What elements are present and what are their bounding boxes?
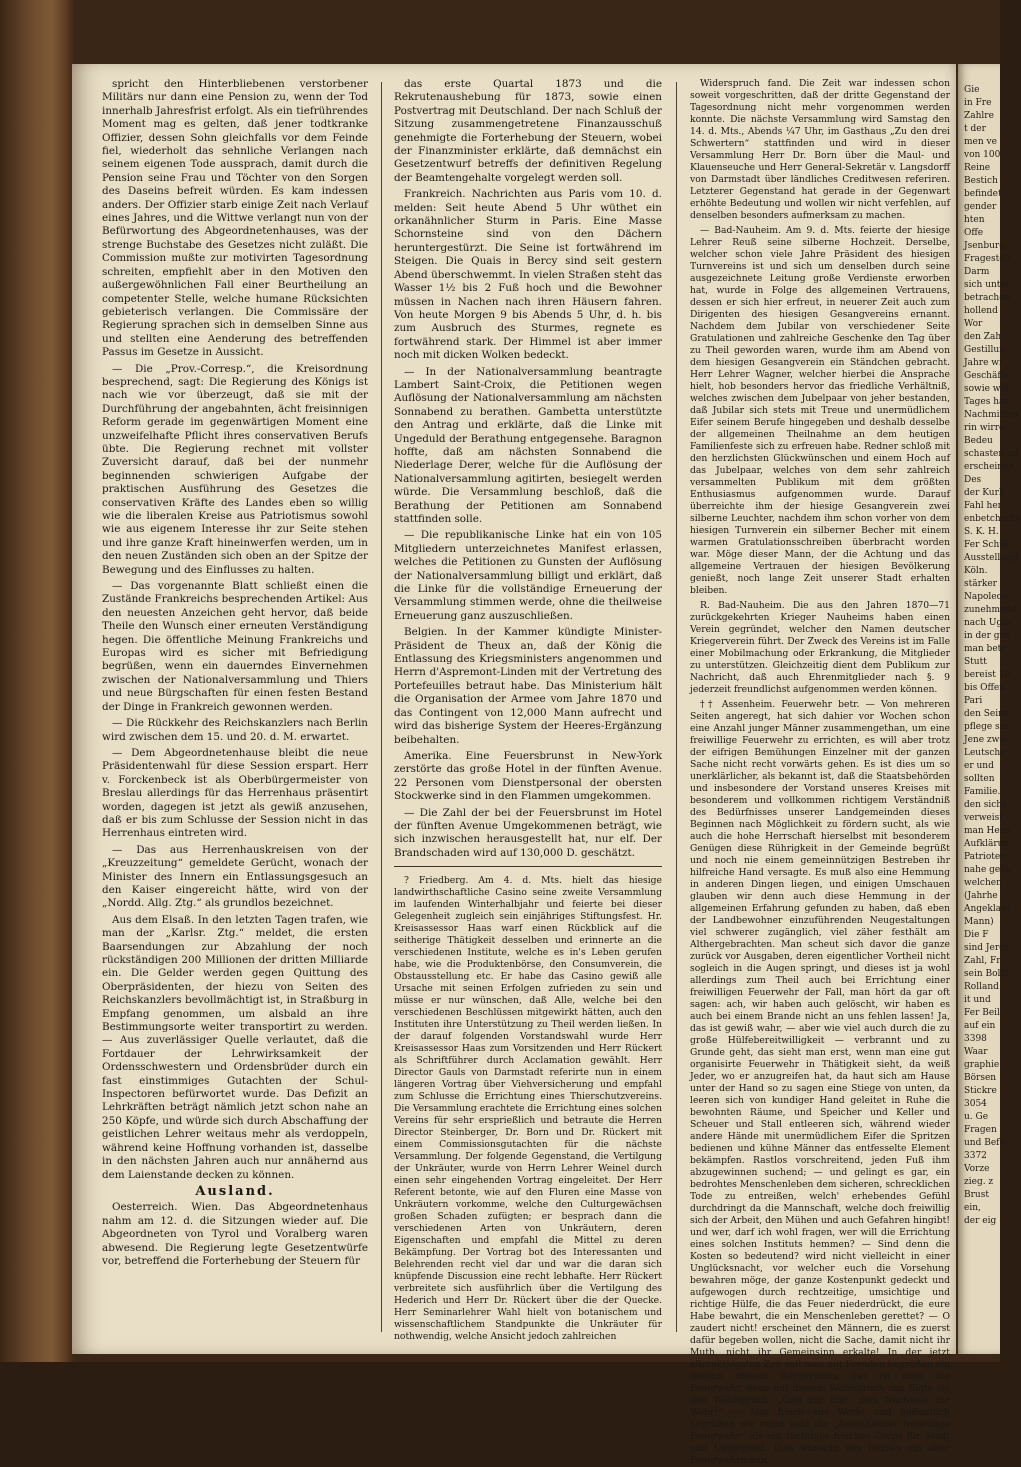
adjacent-page-text: Gie in Fre Zahlre t der men ve von 100 Reine Bestich befindet gender hten Offe Jsenburg Fragestell Darm sich unter betrachen hollend Wor den Zah Gestillun Jahre wi Geschäfte sowie wel Tages hat Nachmittag rin wirre Bedeu schasten zu erscheinen Des der Kurh Fahl her enbetchnete S. K. H. Fer Schul Ausstellung Köln. stärker Napoleon zunehmend nach Uglis in der gro man betr Stutt bereist 10. bis Offen Pari den Seine pflege sur Jene zwei Leutsche er und sollten Familie. den sichs verweist man Hern Aufklärun Patrioten nahe gehe welchen (Jahrhe Angeklagt Mann) Die F sind Jeres Zahl, Fr sein Bolkl Rolland it und Fer Beil auf ein 3398 Waar graphie Börsen Stickre 3054 u. Ge Fragen und Befe 3372 Vorze zieg. z Brust ein, der eig	[964, 85, 1021, 1226]
paragraph-france: Frankreich. Nachrichten aus Paris vom 10. d. melden: Seit heute Abend 5 Uhr wüthet ein orkanähnlicher Sturm in Paris. Eine Masse Schornsteine sind von den Dächern heruntergestürzt. Die Seine ist fortwährend im Steigen. Die Quais in Bercy sind seit gestern Abend überschwemmt. In vielen Straßen steht das Wasser 1½ bis 2 Fuß hoch und die Bewohner müssen in Nachen nach ihren Häusern fahren. Von heute Morgen 9 bis Abends 5 Uhr, d. h. bis zum Ausbruch des Sturmes, regnete es fortwährend stark. Der Himmel ist aber immer noch mit dicken Wolken bedeckt.	[394, 188, 662, 362]
newspaper-page	[72, 64, 956, 1466]
paragraph: das erste Quartal 1873 und die Rekrutenaushebung für 1873, sowie einen Postvertrag mit Deutschland. Der nach Schluß der Sitzung zusammengetretene Finanzausschuß genehmigte die Forterhebung der Steuern, wobei der Finanzminister erklärte, daß demnächst ein Gesetzentwurf betreffs der definitiven Regelung der Beamtengehalte vorgelegt werden soll.	[394, 78, 662, 184]
paragraph-assenheim: †† Assenheim. Feuerwehr betr. — Von mehreren Seiten angeregt, hat sich dahier vor Wochen schon eine Anzahl junger Männer zusammengethan, um eine freiwillige Feuerwehr zu errichten, es will aber trotz der eifrigen Bemühungen Einzelner mit der ganzen Sache nicht recht vorwärts gehen. Es ist dies um so unerklärlicher, als bekannt ist, daß die Staatsbehörden und insbesondere der Vorstand unseres Kreises mit besonderem und vollkommen richtigem Verständniß des Bedürfnisses unserer Landgemeinden dieses Beginnen nach Möglichkeit zu fördern sucht, als wie auch die hohe Herrschaft hierselbst mit besonderem Genügen diese Rührigkeit in der Gemeinde begrüßt und noch nie einem gemeinnützigen Bestreben ihr hilfreiche Hand versagte. Es muß also eine Hemmung in anderen Dingen liegen, und einigen Umschauen glauben wir denn auch diese Hemmung in der allgemeinen Erfahrung gefunden zu haben, daß eben der Landbewohner einzuführenden Neugestaltungen viel schwerer zugänglich, viel zäher festhält am Althergebrachten. Man scheut sich davor die ganze zurück vor Ausgaben, deren eigentlicher Vortheil nicht sogleich in die Augen springt, und dieses ist ja wohl allerdings zum Theil auch bei Errichtung einer freiwilligen Feuerwehr der Fall, man hört da gar oft sagen: ach, wir haben auch gelöscht, wir haben es auch bei einem Brande nicht an uns fehlen lassen! Ja, das ist gewiß wahr, — aber wie viel auch durch die zu große Hülfebereitwilligkeit — verbrannt und zu Grunde geht, das sieht man erst, wenn man eine gut organisirte Feuerwehr in Thätigkeit sieht, da weiß Jeder, wo er anzugreifen hat, da haut sich am Hause unter der Hand so zu sagen eine Stiege von unten, da leeren sich von kundiger Hand geleitet in Ruhe die bewohnten Räume, und Speicher und Keller und Scheuer und Stall entleeren sich, während wieder andere Hände mit unermüdlichem Eifer die Spritzen bedienen und kühne Männer das entfesselte Element bekämpfen. Rastlos vorschreitend, jeden Fuß ihm abzugewinnen suchend; — und gelingt es gar, ein bedrohtes Menschenleben dem sicheren, schrecklichen Tode zu entreißen, welch' erhebendes Gefühl durchdringt da die Mannschaft, welche doch freiwillig sich der Arbeit, den Mühen und auch Gefahren hingibt! und wer, darf ich wohl fragen, wer will die Errichtung eines solchen Instituts hemmen? — Sind denn die Kosten so bedeutend? wird nicht vielleicht in einer Unglücksnacht, vor welcher euch die Vorsehung bewahren möge, der ganze Kostenpunkt gedeckt und aufgewogen durch rechtzeitige, umsichtige und richtige Hülfe, die das Feuer niederdrückt, die eure Habe bewahrt, die ein Menschenleben gerettet? — O zaudert nicht! erscheinet den Männern, die es zuerst dafür begeben wollen, nicht die Sache, damit nicht ihr Muth, nicht ihr Gemeinsinn erkalte! In der jetzt allernöthigsten Zeit soll man mit Freuden begrüßen ein Institut diesem Bürgersinns, das ist doch die Feuerwehr, denn mit diesem Wahlspruch uns fügte sie den Wahlspruch: „Gott zur Ehr', dem Nächsten zur Wehr!“ — Also frisch ans Werk! und hoffentlich begrüßen wir recht bald die „Assenheimer freiwillige Feuerwehr“ als ein tüchtiges frisches Corps für Stadt und Umgegend. Dies wünscht von Herzen ein alter Feuerwehrmann.	[690, 699, 950, 1466]
paragraph: — Dem Abgeordnetenhause bleibt die neue Präsidentenwahl für diese Session erspart. Herr v. Forckenbeck ist als Oberbürgermeister von Breslau allerdings für das Herrenhaus präsentirt worden, dagegen ist jetzt als gewiß anzusehen, daß er bis zum Schlusse der Session nicht in das Herrenhaus eintreten wird.	[102, 746, 368, 840]
section-divider	[394, 866, 662, 867]
section-title: Ausland.	[195, 1183, 275, 1199]
paragraph-america: Amerika. Eine Feuersbrunst in New-York zerstörte das große Hotel in der fünften Avenue. 22 Personen vom Dienstpersonal der obersten Stockwerke sind in den Flammen umgekommen.	[394, 749, 662, 803]
paragraph: — Die „Prov.-Corresp.“, die Kreisordnung besprechend, sagt: Die Regierung des Königs ist nach wie vor überzeugt, daß sie mit der Durchführung der angebahnten, ächt freisinnigen Reform gerade im gegenwärtigen Moment eine unzweifelhafte Pflicht ihres conservativen Berufs übte. Die Regierung rechnet mit vollster Zuversicht darauf, daß bei der nunmehr beginnenden schwierigen Aufgabe der praktischen Ausführung des Gesetzes die conservativen Kräfte des Landes eben so willig wie die liberalen Kreise aus Patriotismus sowohl wie aus eigenem Interesse ihr zur Seite stehen und ihre ganze Kraft hineinwerfen werden, um in den neuen Zuständen sich oben an der Spitze der Bewegung und des Einflusses zu halten.	[102, 362, 368, 576]
paragraph: Widerspruch fand. Die Zeit war indessen schon soweit vorgeschritten, daß der dritte Gegenstand der Tagesordnung nicht mehr vorgenommen werden konnte. Die nächste Versammlung wird Samstag den 14. d. Mts., Abends ¼7 Uhr, im Gasthaus „Zu den drei Schwertern“ stattfinden und wird in dieser Versammlung Herr Dr. Born über die Maul- und Klauenseuche und Herr General-Sekretär v. Langsdorff von Darmstadt über ländliches Creditwesen referiren. Letzterer Gegenstand hat gerade in der Gegenwart erhöhte Bedeutung und wollen wir nicht verfehlen, auf denselben besonders aufmerksam zu machen.	[690, 78, 950, 221]
adjacent-page-edge	[958, 64, 1021, 1354]
paragraph: Aus dem Elsaß. In den letzten Tagen trafen, wie man der „Karlsr. Ztg.“ meldet, die ersten Baarsendungen zur Abzahlung der noch rückständigen 200 Millionen der dritten Milliarde ein. Die Gelder werden gegen Quittung des Oberpräsidenten, der hiezu von Seiten des Reichskanzlers bevollmächtigt ist, in Straßburg in Empfang genommen, um alsbald an ihre Bestimmungsorte weiter transportirt zu werden. — Aus zuverlässiger Quelle verlautet, daß die Fortdauer der Lehrwirksamkeit der Ordensschwestern und Ordensbrüder durch ein fast einstimmiges Gutachten der Schul-Inspectoren befürwortet wurde. Das Defizit an Lehrkräften beträgt nämlich jetzt schon nahe an 250 Köpfe, und würde sich durch Abschaffung der geistlichen Lehrer weitaus mehr als verdoppeln, während keine Hoffnung vorhanden ist, dasselbe in den nächsten Jahren auch nur annähernd aus dem Laienstande decken zu können.	[102, 913, 368, 1181]
paragraph-belgium: Belgien. In der Kammer kündigte Minister-Präsident de Theux an, daß der König die Entlassung des Kriegsministers angenommen und Herrn d'Aspremont-Linden mit der Vertretung des Portefeuilles betraut habe. Das Ministerium hält die Organisation der Armee vom Jahre 1870 und das Contingent von 12,000 Mann aufrecht und wird das bisherige System der Heeres-Ergänzung beibehalten.	[394, 626, 662, 746]
column-3	[690, 78, 950, 1466]
paragraph: — Die Zahl der bei der Feuersbrunst im Hotel der fünften Avenue Umgekommenen beträgt, wie sich inzwischen herausgestellt hat, nur elf. Der Brandschaden wird auf 130,000 D. geschätzt.	[394, 806, 662, 859]
paragraph-bad-nauheim-verein: R. Bad-Nauheim. Die aus den Jahren 1870—71 zurückgekehrten Krieger Nauheims haben einen Verein gegründet, welcher den Namen deutscher Kriegerverein führt. Der Zweck des Vereins ist im Falle einer Mobilmachung oder Erkrankung, die Mitglieder zu unterstützen. Gleichzeitig dient dem Publikum zur Nachricht, daß auch Ehrenmitglieder nach §. 9 jederzeit freundlichst aufgenommen werden können.	[690, 600, 950, 695]
paragraph-bad-nauheim: — Bad-Nauheim. Am 9. d. Mts. feierte der hiesige Lehrer Reuß seine silberne Hochzeit. Derselbe, welcher schon viele Jahre Präsident des hiesigen Turnvereins ist und sich um denselben durch seine ausgezeichnete Leitung große Verdienste erworben hat, wurde in Folge des allgemeinen Vertrauens, dessen er sich hier erfreut, in neuerer Zeit auch zum Dirigenten des hiesigen Gesangvereins ernannt. Nachdem dem Jubilar von verschiedener Seite Gratulationen und zahlreiche Geschenke den Tag über zu Theil geworden waren, wurde ihm am Abend von dem hiesigen Gesangverein ein Ständchen gebracht. Herr Lehrer Wagner, welcher hierbei die Ansprache hielt, hob besonders hervor das friedliche Verhältniß, welches zwischen dem Jubelpaar von jeher bestanden, daß Jubilar sich stets mit Treue und unermüdlichem Eifer seinem Berufe hingegeben und deshalb desselbe der allgemeinen Theilnahme an dem heutigen Familienfeste sich zu erfreuen habe. Redner schloß mit den herzlichsten Glückwünschen und einem Hoch auf das Jubelpaar, welches von dem sehr zahlreich versammelten Publikum mit dem größten Enthusiasmus aufgenommen wurde. Darauf überreichte ihm der hiesige Gesangverein zwei silberne Leuchter, nachdem ihm schon vorher von dem hiesigen Turnverein ein silberner Becher mit einem warmen Gratulationsschreiben überbracht worden war. Möge dieser Mann, der die Achtung und das allgemeine Vertrauen der hiesigen Bevölkerung genießt, noch lange Zeit unserer Stadt erhalten bleiben.	[690, 225, 950, 596]
paragraph-austria: Oesterreich. Wien. Das Abgeordnetenhaus nahm am 12. d. die Sitzungen wieder auf. Die Abgeordneten von Tyrol und Voralberg waren abwesend. Die Regierung legte Gesetzentwürfe vor, betreffend die Forterhebung der Steuern für	[102, 1201, 368, 1267]
local-news	[394, 875, 662, 1343]
paragraph: — In der Nationalversammlung beantragte Lambert Saint-Croix, die Petitionen wegen Auflösung der Nationalversammlung am nächsten Sonnabend zu berathen. Gambetta unterstützte den Antrag und erklärte, daß die Linke mit Ungeduld der Berathung entgegensehe. Baragnon hoffte, daß am nächsten Sonnabend die Niederlage Derer, welche für die Auflösung der Nationalversammlung agitirten, besiegelt werden würde. Die Versammlung beschloß, daß die Berathung der Petitionen am Sonnabend stattfinden solle.	[394, 365, 662, 525]
column-2	[394, 78, 662, 1343]
paragraph: — Das aus Herrenhauskreisen von der „Kreuzzeitung“ gemeldete Gerücht, wonach der Minister des Innern ein Entlassungsgesuch an den Kaiser eingereicht hätte, wird von der „Nordd. Allg. Ztg.“ als grundlos bezeichnet.	[102, 843, 368, 910]
column-1	[102, 78, 368, 1340]
paragraph: — Die Rückkehr des Reichskanzlers nach Berlin wird zwischen dem 15. und 20. d. M. erwartet.	[102, 717, 368, 743]
paragraph-friedberg: ? Friedberg. Am 4. d. Mts. hielt das hiesige landwirthschaftliche Casino seine zweite Versammlung im laufenden Winterhalbjahr und feierte bei dieser Gelegenheit zugleich sein einjähriges Stiftungsfest. Hr. Kreisassessor Haas warf einen Rückblick auf die seitherige Thätigkeit desselben und erinnerte an die verschiedenen Institute, welche es in's Leben gerufen habe, wie die Produktenbörse, den Consumverein, die Obstausstellung etc. Er habe das Casino gewiß alle Ursache mit seinen Erfolgen zufrieden zu sein und müsse er nur wünschen, daß Alle, welche bei den verschiedenen Beschlüssen mitgewirkt hätten, auch den Instituten ihre Unterstützung zu Theil werden ließen. In der darauf folgenden Vorstandswahl wurde Herr Kreisassessor Haas zum Vorsitzenden und Herr Rückert als Schriftführer durch Acclamation gewählt. Herr Director Gauls von Darmstadt referirte nun in einem längeren Vortrag über Viehversicherung und empfahl zum Schlusse die Errichtung eines Thierschutzvereins. Die Versammlung erachtete die Errichtung eines solchen Vereins für sehr ersprießlich und betraute die Herren Director Steinberger, Dr. Born und Dr. Rückert mit einem Commissionsgutachten für die nächste Versammlung. Der folgende Gegenstand, die Vertilgung der Unkräuter, wurde von Herrn Lehrer Weinel durch einen sehr eingehenden Vortrag eingeleitet. Der Herr Referent betonte, wie auf den Fluren eine Masse von Unkräutern vorkomme, welche den Culturgewächsen großen Schaden zufügten; er besprach dann die verschiedenen Arten von Unkräutern, deren Eigenschaften und empfahl die Mittel zu deren Bekämpfung. Der Vortrag bot des Interessanten und Belehrenden recht viel dar und war die daran sich knüpfende Discussion eine recht lebhafte. Herr Rückert verbreitete sich ausführlich über die Vertilgung des Hederich und Herr Dr. Rückert über die der Quecke. Herr Seminarlehrer Wahl hielt von botanischem und wissenschaftlichem Standpunkte die Unkräuter für nothwendig, welche Ansicht jedoch zahlreichen	[394, 875, 662, 1343]
paragraph: spricht den Hinterbliebenen verstorbener Militärs nur dann eine Pension zu, wenn der Tod innerhalb Jahresfrist erfolgt. Als ein tiefrührendes Moment mag es gelten, daß jener todtkranke Offizier, dessen Sohn gleichfalls vor dem Feinde fiel, wiederholt das sehnliche Verlangen nach seinem eigenen Tode aussprach, damit durch die Pension seine Frau und Töchter von den Sorgen des Daseins befreit würden. Es kam indessen anders. Der Offizier starb einige Zeit nach Verlauf eines Jahres, und die Wittwe verlangt nun von der Befürwortung des Abgeordnetenhauses, was der strenge Buchstabe des Gesetzes nicht zuläßt. Die Commission mußte zur motivirten Tagesordnung schreiten, empfiehlt aber in den Motiven den außergewöhnlichen Fall einer Beurtheilung an competenter Stelle, welche humane Rücksichten gebieterisch verlangen. Die Commissäre der Regierung sprachen sich in demselben Sinne aus und stellten eine Aenderung des betreffenden Passus im Gesetze in Aussicht.	[102, 78, 368, 359]
column-rule	[381, 82, 382, 1332]
paragraph: — Die republikanische Linke hat ein von 105 Mitgliedern unterzeichnetes Manifest erlassen, welches die Petitionen zu Gunsten der Auflösung der Nationalversammlung billigt und erklärt, daß die Linke für die vollständige Erneuerung der Versammlung stimmen werde, ohne die theilweise Erneuerung ganz auszuschließen.	[394, 529, 662, 622]
paragraph: — Das vorgenannte Blatt schließt einen die Zustände Frankreichs besprechenden Artikel: Aus den neuesten Anzeichen geht hervor, daß beide Theile den Wunsch einer erneuten Verständigung hegen. Die öffentliche Meinung Frankreichs und Europas wird es sicher mit Befriedigung begrüßen, wenn ein dauerndes Einvernehmen zwischen der Nationalversammlung und Thiers und neue Bürgschaften für einen festen Bestand der Dinge in Frankreich gewonnen werden.	[102, 580, 368, 713]
column-rule	[676, 82, 677, 1332]
